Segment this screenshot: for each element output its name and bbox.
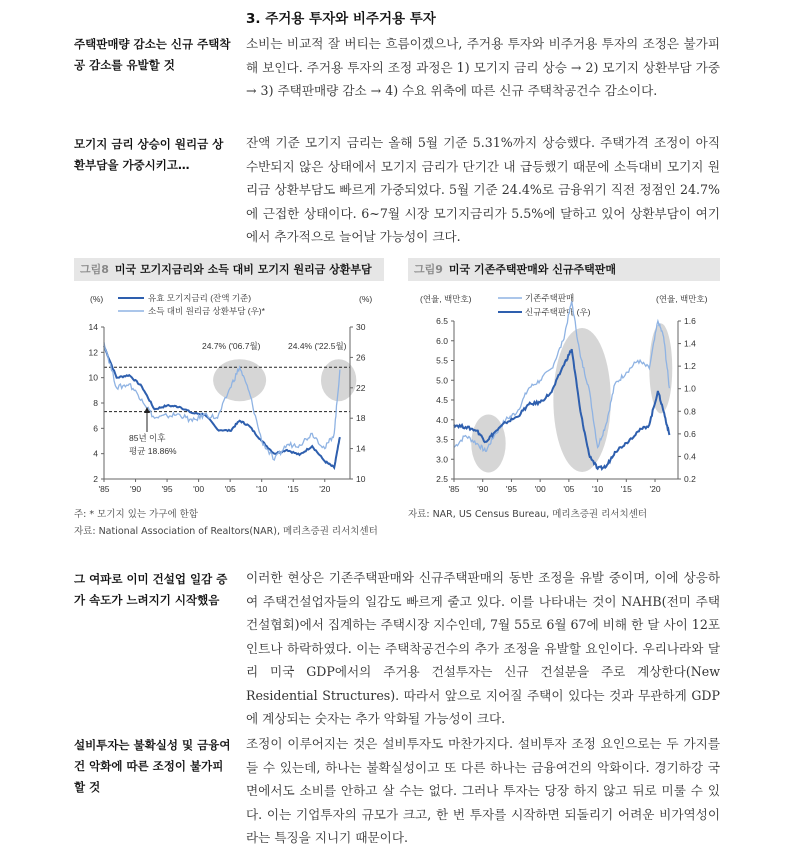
section-title: 3. 주거용 투자와 비주거용 투자 — [246, 11, 436, 27]
c9-x-tick-label: '00 — [534, 484, 546, 494]
fig8-header — [74, 258, 384, 281]
c9-right-tick-label: 1.6 — [684, 316, 696, 326]
fig8-number: 그림8 — [80, 263, 109, 276]
c8-right-tick-label: 14 — [356, 443, 366, 454]
c9-x-tick-label: '10 — [592, 484, 604, 494]
c8-left-tick-label: 4 — [93, 448, 98, 459]
paragraph-1: 소비는 비교적 잘 버티는 흐름이겠으나, 주거용 투자와 비주거용 투자의 조정은 불가피해 보인다. 주거용 투자의 조정 과정은 1) 모기지 금리 상승 → 2) 모기지 상환부담 가중 → 3) 주택판매량 감소 → 4) 수요 위축에 따른 신규 주택착공건수 감소이다. — [246, 36, 720, 98]
c8-right-tick-label: 10 — [356, 474, 366, 484]
c9-highlight — [553, 328, 610, 472]
fig9-header — [408, 258, 720, 281]
c9-left-tick-label: 5.0 — [436, 375, 448, 386]
c9-right-tick-label: 0.2 — [684, 474, 696, 484]
fig8-title: 미국 모기지금리와 소득 대비 모기지 원리금 상환부담 — [114, 263, 372, 276]
paragraph-2: 잔액 기준 모기지 금리는 올해 5월 기준 5.31%까지 상승했다. 주택가격 조정이 아직 수반되지 않은 상태에서 모기지 금리가 단기간 내 급등했기 때문에 소득대비 모기지 원리금 상환부담도 빠르게 가중되었다. 5월 기준 24.4%로 금융위기 직전 정점인 24.7%에 근접한 상태이다. 6~7월 시장 모기지금리가 5.5%에 달하고 있어 상환부담이 여기에서 추가적으로 늘어날 가능성이 크다. — [246, 135, 720, 244]
c8-left-tick-label: 6 — [93, 423, 98, 434]
c9-left-tick-label: 3.5 — [436, 434, 448, 445]
c8-highlight — [213, 359, 266, 401]
fig9-number: 그림9 — [414, 263, 443, 276]
c9-left-tick-label: 6.5 — [436, 316, 448, 326]
c9-x-tick-label: '15 — [620, 484, 632, 494]
c8-x-tick-label: '15 — [287, 484, 299, 494]
c8-right-tick-label: 26 — [356, 352, 366, 363]
fig8-chart — [74, 286, 390, 500]
c8-left-tick-label: 10 — [88, 372, 98, 383]
c9-right-tick-label: 1.2 — [684, 361, 696, 372]
side-heading-2: 모기지 금리 상승이 원리금 상환부담을 가중시키고… — [74, 137, 224, 172]
fig8-annot-peak1: 24.7% ('06.7월) — [202, 341, 261, 351]
c8-right-tick-label: 18 — [356, 413, 366, 424]
c8-left-tick-label: 14 — [88, 322, 98, 332]
fig9-chart — [406, 286, 722, 500]
c9-x-tick-label: '90 — [477, 484, 489, 494]
fig9-legend-2: 신규주택판매 (우) — [525, 307, 591, 317]
c8-x-tick-label: '85 — [98, 484, 110, 494]
c8-left-tick-label: 12 — [88, 347, 98, 358]
fig8-annot-avg-2: 평균 18.86% — [129, 446, 177, 456]
c8-left-tick-label: 2 — [93, 474, 98, 484]
fig8-source: 자료: National Association of Realtors(NAR), 메리츠증권 리서치센터 — [74, 526, 378, 537]
fig8-annot-avg-1: 85년 이후 — [129, 433, 166, 443]
c9-left-tick-label: 5.5 — [436, 355, 448, 366]
c8-left-tick-label: 8 — [93, 398, 98, 408]
side-heading-4: 설비투자는 불확실성 및 금융여건 악화에 따른 조정이 불가피할 것 — [74, 738, 231, 794]
fig9-source: 자료: NAR, US Census Bureau, 메리츠증권 리서치센터 — [408, 509, 648, 520]
c9-x-tick-label: '05 — [563, 484, 575, 494]
c9-right-tick-label: 0.6 — [684, 428, 696, 439]
fig9-title: 미국 기존주택판매와 신규주택판매 — [448, 263, 616, 276]
c9-left-tick-label: 3.0 — [436, 454, 448, 465]
c8-right-tick-label: 22 — [356, 382, 366, 393]
c8-x-tick-label: '20 — [319, 484, 331, 494]
c9-x-tick-label: '85 — [448, 484, 460, 494]
fig9-left-unit: (연율, 백만호) — [420, 294, 472, 304]
fig8-annot-peak2: 24.4% ('22.5월) — [288, 341, 347, 351]
fig8-legend-1: 유효 모기지금리 (잔액 기준) — [148, 293, 252, 303]
c8-x-tick-label: '00 — [193, 484, 205, 494]
side-heading-3: 그 여파로 이미 건설업 일감 증가 속도가 느려지기 시작했음 — [74, 572, 228, 607]
c9-right-tick-label: 1.4 — [684, 338, 696, 349]
fig9-legend-1: 기존주택판매 — [525, 293, 575, 303]
c9-right-tick-label: 1.0 — [684, 383, 696, 394]
c8-right-tick-label: 30 — [356, 322, 366, 332]
fig8-legend-2: 소득 대비 원리금 상환부담 (우)* — [148, 306, 265, 316]
c9-x-tick-label: '20 — [649, 484, 661, 494]
fig8-note: 주: * 모기지 있는 가구에 한함 — [74, 509, 198, 520]
c8-x-tick-label: '10 — [256, 484, 268, 494]
c9-left-tick-label: 2.5 — [436, 474, 448, 484]
c9-left-tick-label: 4.5 — [436, 395, 448, 405]
fig8-left-unit: (%) — [90, 294, 104, 304]
c9-left-tick-label: 4.0 — [436, 414, 448, 425]
c8-x-tick-label: '95 — [161, 484, 173, 494]
paragraph-3: 이러한 현상은 기존주택판매와 신규주택판매의 동반 조정을 유발 중이며, 이에 상응하여 주택건설업자들의 일감도 빠르게 줄고 있다. 이를 나타내는 것이 NAHB(전미 주택건설협회)에서 집계하는 주택시장 지수인데, 7월 55로 6월 67에 비해 한 달 사이 12포인트나 하락하였다. 이는 주택착공건수의 추가 조정을 유발할 요인이다. 우리나라와 달리 미국 GDP에서의 주거용 건설투자는 신규 건설분을 주로 계상한다(New Residential Structures). 따라서 앞으로 지어질 주택이 있다는 것과 무관하게 GDP에 계상되는 숫자는 추가 악화될 가능성이 크다. — [246, 570, 720, 726]
fig8-right-unit: (%) — [359, 294, 373, 304]
c8-x-tick-label: '90 — [129, 484, 142, 494]
c9-right-tick-label: 0.8 — [684, 406, 696, 417]
c9-x-tick-label: '95 — [505, 484, 517, 494]
side-heading-1: 주택판매량 감소는 신규 주택착공 감소를 유발할 것 — [74, 37, 231, 72]
c9-left-tick-label: 6.0 — [436, 335, 448, 346]
paragraph-4: 조정이 이루어지는 것은 설비투자도 마찬가지다. 설비투자 조정 요인으로는 두 가지를 들 수 있는데, 하나는 불확실성이고 또 다른 하나는 금융여건의 악화이다. 경기하강 국면에서도 소비를 안하고 살 수는 없다. 그러나 투자는 당장 하지 않고 뒤로 미룰 수 있다. 이는 기업투자의 규모가 크고, 한 번 투자를 시작하면 되돌리기 어려운 비가역성이라는 특징을 지니기 때문이다. — [246, 736, 720, 845]
fig9-right-unit: (연율, 백만호) — [656, 294, 708, 304]
c8-x-tick-label: '05 — [224, 484, 236, 494]
c9-right-tick-label: 0.4 — [684, 451, 696, 462]
